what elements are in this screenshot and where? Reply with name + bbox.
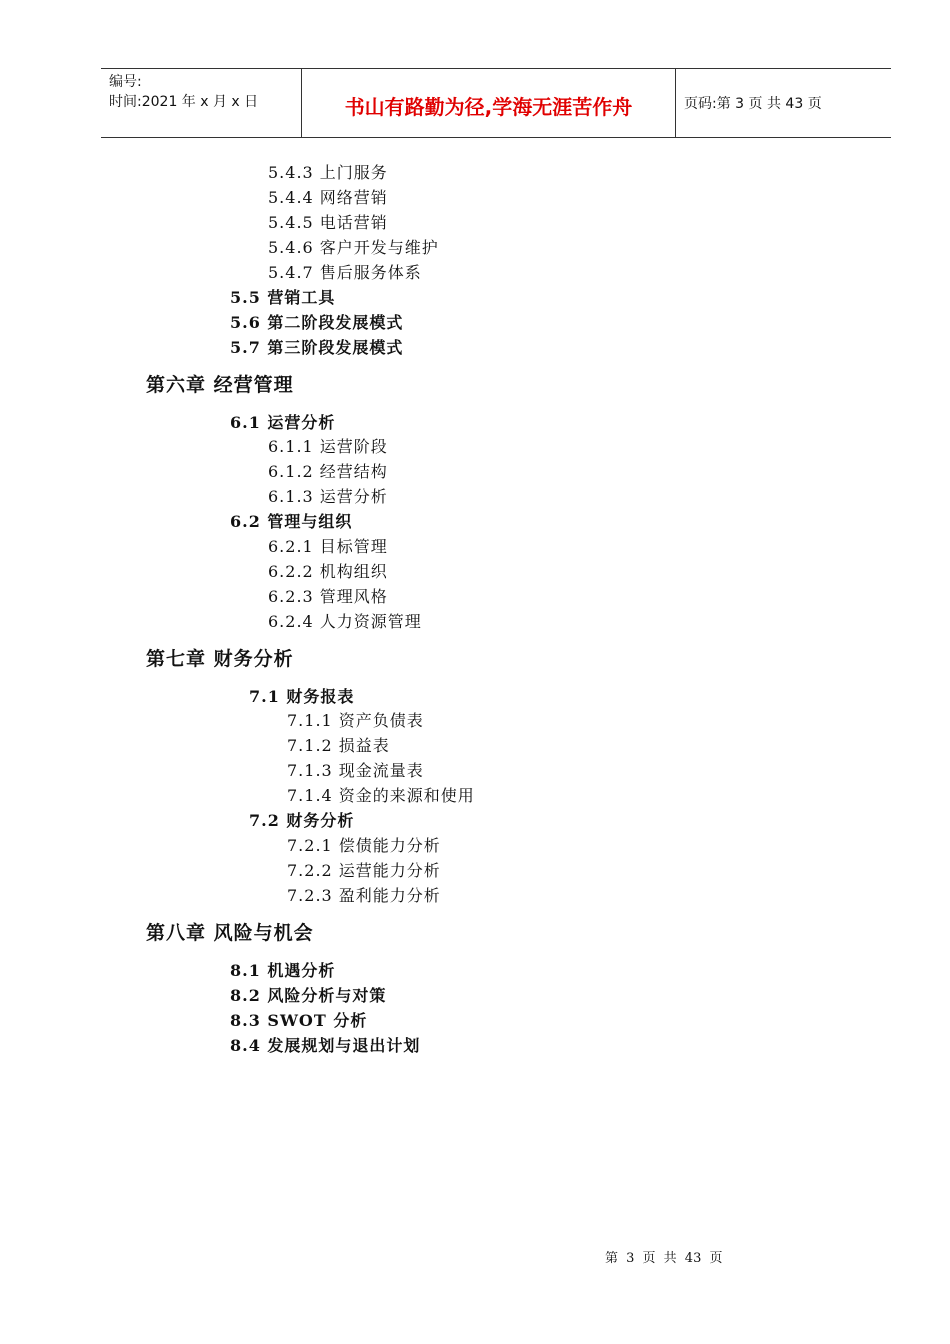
toc-chapter-7: 第七章 财务分析	[146, 648, 294, 670]
toc-entry-5-4-5: 5.4.5 电话营销	[268, 213, 388, 232]
toc-entry-6-2-2: 6.2.2 机构组织	[268, 562, 388, 581]
toc-entry-6-2: 6.2 管理与组织	[230, 512, 353, 531]
toc-entry-6-1: 6.1 运营分析	[230, 413, 336, 432]
header-meta	[101, 69, 302, 137]
toc-entry-5-6: 5.6 第二阶段发展模式	[230, 313, 404, 332]
toc-entry-6-1-1: 6.1.1 运营阶段	[268, 437, 388, 456]
toc-entry-6-2-4: 6.2.4 人力资源管理	[268, 612, 422, 631]
toc-entry-5-4-4: 5.4.4 网络营销	[268, 188, 388, 207]
toc-entry-5-5: 5.5 营销工具	[230, 288, 336, 307]
page-footer: 第 3 页 共 43 页	[605, 1251, 723, 1266]
toc-chapter-8: 第八章 风险与机会	[146, 922, 314, 944]
toc-chapter-6: 第六章 经营管理	[146, 374, 294, 396]
toc-entry-5-7: 5.7 第三阶段发展模式	[230, 338, 404, 357]
toc-entry-8-3: 8.3 SWOT 分析	[230, 1011, 368, 1030]
toc-entry-8-2: 8.2 风险分析与对策	[230, 986, 387, 1005]
toc-entry-7-2-3: 7.2.3 盈利能力分析	[287, 886, 441, 905]
toc-entry-8-4: 8.4 发展规划与退出计划	[230, 1036, 421, 1055]
document-time-label: 时间:2021 年 x 月 x 日	[109, 94, 259, 110]
header-motto: 书山有路勤为径,学海无涯苦作舟	[302, 69, 676, 137]
toc-entry-7-1-1: 7.1.1 资产负债表	[287, 711, 424, 730]
toc-entry-7-1-3: 7.1.3 现金流量表	[287, 761, 424, 780]
toc-entry-6-2-3: 6.2.3 管理风格	[268, 587, 388, 606]
toc-entry-7-2-1: 7.2.1 偿债能力分析	[287, 836, 441, 855]
toc-entry-6-1-2: 6.1.2 经营结构	[268, 462, 388, 481]
toc-entry-7-1: 7.1 财务报表	[249, 687, 355, 706]
toc-entry-6-2-1: 6.2.1 目标管理	[268, 537, 388, 556]
toc-entry-5-4-3: 5.4.3 上门服务	[268, 163, 388, 182]
toc-entry-6-1-3: 6.1.3 运营分析	[268, 487, 388, 506]
page-header	[101, 68, 891, 138]
toc-entry-7-2-2: 7.2.2 运营能力分析	[287, 861, 441, 880]
toc-entry-5-4-7: 5.4.7 售后服务体系	[268, 263, 422, 282]
toc-entry-5-4-6: 5.4.6 客户开发与维护	[268, 238, 439, 257]
toc-entry-7-1-2: 7.1.2 损益表	[287, 736, 390, 755]
toc-entry-8-1: 8.1 机遇分析	[230, 961, 336, 980]
toc-entry-7-2: 7.2 财务分析	[249, 811, 355, 830]
toc-entry-7-1-4: 7.1.4 资金的来源和使用	[287, 786, 475, 805]
header-page-info: 页码:第 3 页 共 43 页	[684, 96, 822, 112]
document-number-label: 编号:	[109, 74, 142, 90]
